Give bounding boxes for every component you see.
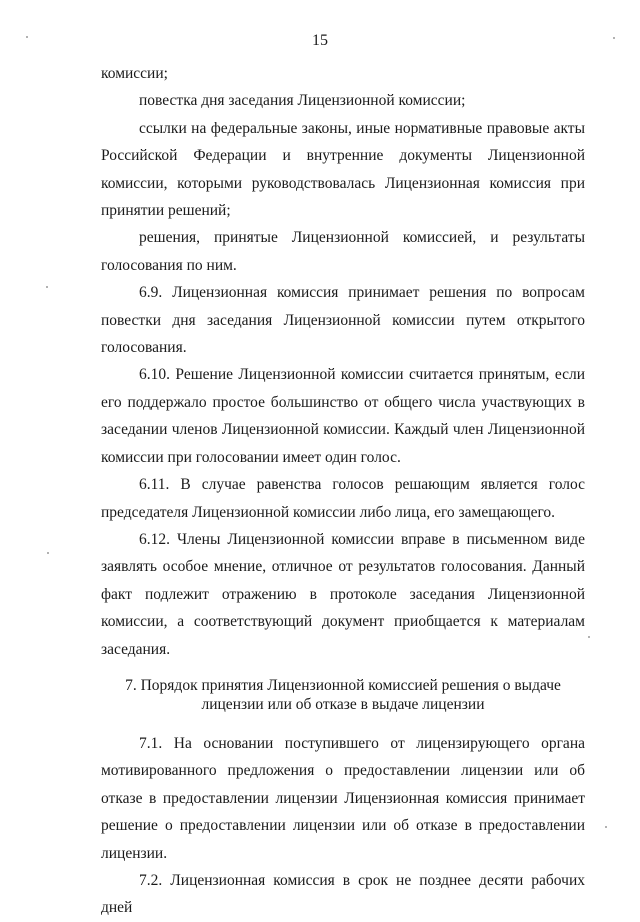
section-heading-line-2: лицензии или об отказе в выдаче лицензии bbox=[201, 696, 485, 713]
paragraph-7-2: 7.2. Лицензионная комиссия в срок не позднее десяти рабочих дней bbox=[101, 872, 585, 917]
paragraph-legal-references: ссылки на федеральные законы, иные нормативные правовые акты Российской Федерации и внутренние документы Лицензионной комиссии, которыми руководствовалась Лицензионная комиссия при принятии решений; bbox=[101, 119, 585, 220]
paragraph-6-11: 6.11. В случае равенства голосов решающим является голос председателя Лицензионной комиссии либо лица, его замещающего. bbox=[101, 476, 585, 521]
section-heading-line-1: 7. Порядок принятия Лицензионной комиссией решения о выдаче bbox=[125, 677, 561, 694]
scan-speck bbox=[46, 286, 48, 288]
paragraph-7-1: 7.1. На основании поступившего от лицензирующего органа мотивированного предложения о предоставлении лицензии или об отказе в предоставлении лицензии Лицензионная комиссия принимает решение о предоставлении лицензии или об отказе в предоставлении лицензии. bbox=[101, 735, 585, 862]
paragraph-6-10: 6.10. Решение Лицензионной комиссии считается принятым, если его поддержало простое большинство от общего числа участвующих в заседании членов Лицензионной комиссии. Каждый член Лицензионной комиссии при голосовании имеет один голос. bbox=[101, 366, 585, 466]
paragraph-6-9: 6.9. Лицензионная комиссия принимает решения по вопросам повестки дня заседания Лицензионной комиссии путем открытого голосования. bbox=[101, 284, 585, 357]
paragraph-agenda: повестка дня заседания Лицензионной комиссии; bbox=[139, 92, 466, 110]
scan-speck bbox=[588, 636, 590, 638]
paragraph-6-12: 6.12. Члены Лицензионной комиссии вправе в письменном виде заявлять особое мнение, отличное от результатов голосования. Данный факт подлежит отражению в протоколе заседания Лицензионной комиссии, а соответствующий документ приобщается к материалам заседания. bbox=[101, 530, 585, 658]
document-body bbox=[101, 60, 585, 663]
paragraph-commission-end: комиссии; bbox=[101, 65, 168, 82]
section-7-body bbox=[101, 730, 585, 922]
scan-speck bbox=[47, 552, 49, 554]
scan-speck bbox=[605, 826, 607, 828]
paragraph-decisions: решения, принятые Лицензионной комиссией, и результаты голосования по ним. bbox=[101, 229, 585, 274]
scan-speck bbox=[613, 37, 615, 39]
page-number: 15 bbox=[312, 32, 328, 49]
scan-speck bbox=[26, 36, 28, 38]
section-7-heading bbox=[101, 676, 585, 714]
